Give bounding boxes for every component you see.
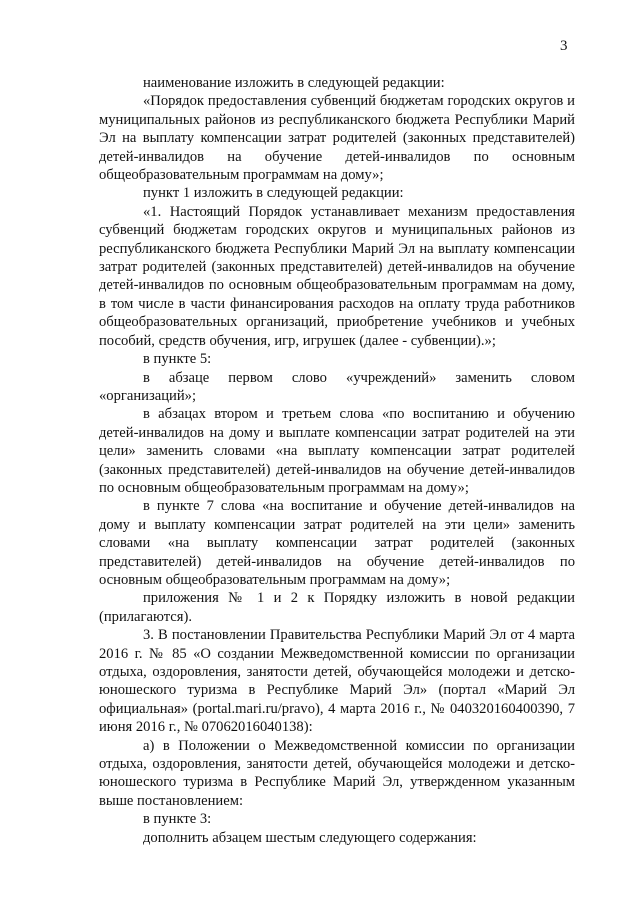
paragraph-11: а) в Положении о Межведомственной комиссии по организации отдыха, оздоровления, занятости детей, обучающейся молодежи и детско-юношеского туризма в Республике Марий Эл, утвержденном указанным выше постановлением: <box>99 737 575 809</box>
paragraph-2: «Порядок предоставления субвенций бюджетам городских округов и муниципальных районов из республиканского бюджета Республики Марий Эл на выплату компенсации затрат родителей (законных представителей) детей-инвалидов на обучение детей-инвалидов по основным общеобразовательным программам на дому»; <box>99 93 575 184</box>
paragraph-5: в пункте 5: <box>143 351 212 368</box>
paragraph-6: в абзаце первом слово «учреждений» заменить словом «организаций»; <box>99 369 575 404</box>
paragraph-13: дополнить абзацем шестым следующего содержания: <box>143 829 477 846</box>
paragraph-10: 3. В постановлении Правительства Республики Марий Эл от 4 марта 2016 г. № 85 «О создании Межведомственной комиссии по организации отдыха, оздоровления, занятости детей, обучающейся молодежи и детско-юношеского туризма в Республике Марий Эл» (портал «Марий Эл официальная» (portal.mari.ru/pravo), 4 марта 2016 г., № 040320160400390, 7 июня 2016 г., № 07062016040138): <box>99 627 575 736</box>
paragraph-1: наименование изложить в следующей редакции: <box>143 75 445 91</box>
paragraph-12: в пункте 3: <box>143 811 212 828</box>
paragraph-4: «1. Настоящий Порядок устанавливает механизм предоставления субвенций бюджетам городских округов и муниципальных районов из республиканского бюджета Республики Марий Эл на выплату компенсации затрат родителей (законных представителей) детей-инвалидов на обучение детей-инвалидов по основным общеобразовательным программам на дому, в том числе в части финансирования расходов на оплату труда работников общеобразовательных организаций, приобретение учебников и учебных пособий, средств обучения, игр, игрушек (далее - субвенции).»; <box>99 203 575 349</box>
paragraph-9: приложения № 1 и 2 к Порядку изложить в новой редакции (прилагаются). <box>99 590 575 625</box>
document-body <box>99 74 575 847</box>
paragraph-8: в пункте 7 слова «на воспитание и обучение детей-инвалидов на дому и выплату компенсации затрат родителей на эти цели» заменить словами «на выплату компенсации затрат родителей (законных представителей) детей-инвалидов на обучение детей-инвалидов по основным общеобразовательным программам на дому»; <box>99 498 575 588</box>
page-number: 3 <box>560 38 568 54</box>
paragraph-3: пункт 1 изложить в следующей редакции: <box>143 185 404 202</box>
paragraph-7: в абзацах втором и третьем слова «по воспитанию и обучению детей-инвалидов на дому и выплате компенсации затрат родителей на эти цели» заменить словами «на выплату компенсации затрат родителей (законных представителей) детей-инвалидов на обучение детей-инвалидов по основным общеобразовательным программам на дому»; <box>99 406 575 496</box>
